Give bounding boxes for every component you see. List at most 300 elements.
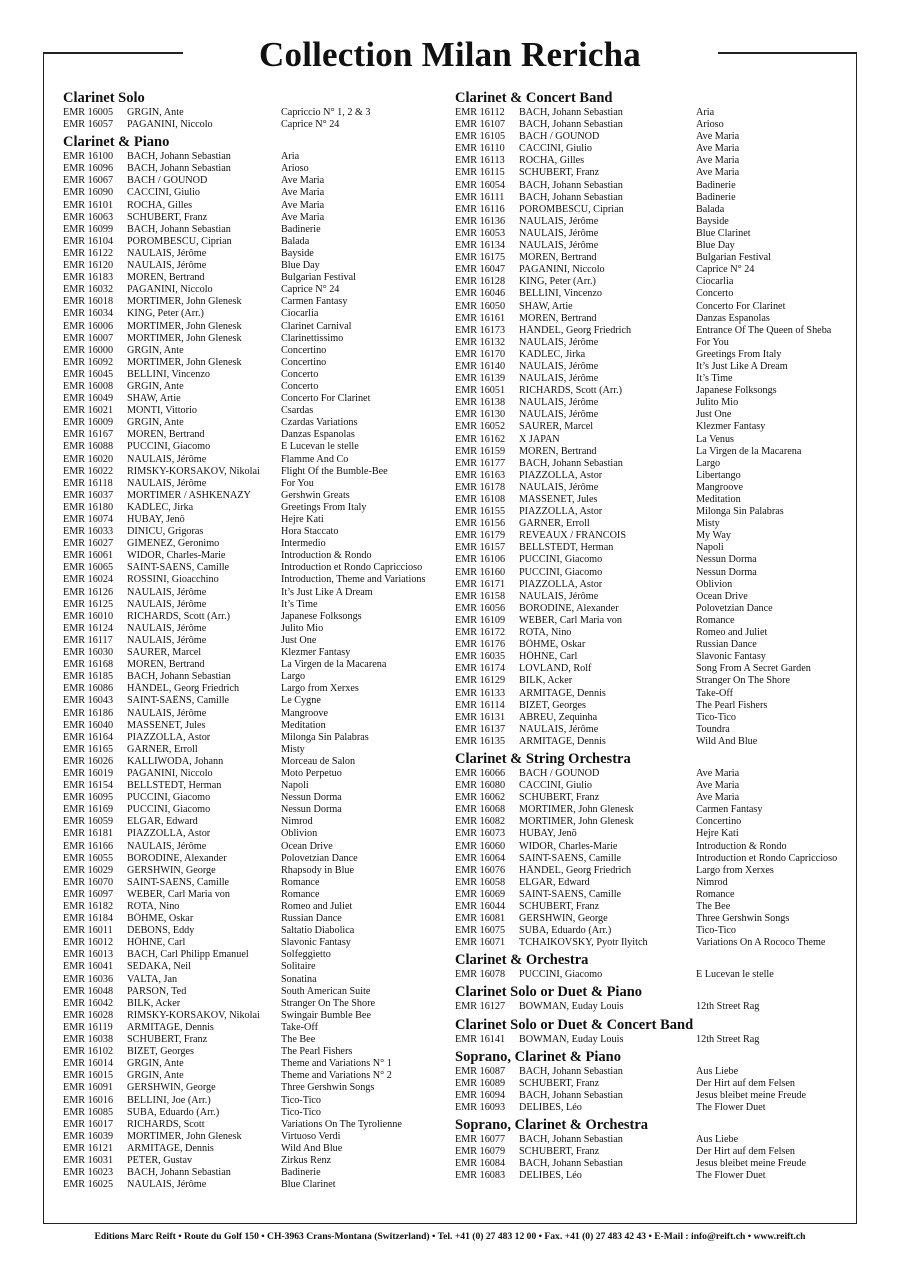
catalog-number: EMR 16079	[455, 1146, 506, 1158]
composer: NAULAIS, Jérôme	[127, 840, 207, 852]
composer: RICHARDS, Scott	[127, 1118, 205, 1130]
composer: SHAW, Artie	[127, 393, 181, 405]
work-title: Ave Maria	[696, 155, 740, 167]
composer: MOREN, Bertrand	[519, 445, 597, 457]
catalog-row	[455, 1102, 850, 1114]
work-title: Bayside	[696, 215, 729, 227]
catalog-number: EMR 16184	[63, 913, 114, 925]
catalog-row	[63, 889, 448, 901]
work-title: It’s Just Like A Dream	[281, 586, 373, 598]
work-title: Flight Of the Bumble-Bee	[281, 465, 388, 477]
catalog-number: EMR 16066	[455, 767, 506, 779]
work-title: Largo	[281, 671, 306, 683]
catalog-number: EMR 16180	[63, 501, 114, 513]
catalog-row	[455, 1001, 850, 1013]
section-title: Clarinet Solo	[63, 90, 145, 106]
catalog-row	[63, 272, 448, 284]
work-title: Oblivion	[281, 828, 318, 840]
composer: MORTIMER, John Glenesk	[127, 356, 242, 368]
composer: HÄNDEL, Georg Friedrich	[127, 683, 240, 695]
work-title: Badinerie	[696, 191, 736, 203]
composer: WIDOR, Charles-Marie	[519, 840, 618, 852]
catalog-row	[63, 466, 448, 478]
work-title: Take-Off	[696, 687, 733, 699]
catalog-number: EMR 16081	[455, 913, 506, 925]
left-column	[63, 90, 448, 1191]
catalog-number: EMR 16163	[455, 469, 506, 481]
composer: KALLIWODA, Johann	[127, 755, 224, 767]
catalog-row	[63, 877, 448, 889]
work-title: Introduction & Rondo	[281, 550, 372, 562]
composer: SCHUBERT, Franz	[519, 901, 600, 912]
catalog-row	[63, 708, 448, 720]
work-title: It’s Time	[281, 598, 318, 610]
catalog-number: EMR 16104	[63, 235, 114, 247]
catalog-number: EMR 16025	[63, 1179, 114, 1191]
work-title: Entrance Of The Queen of Sheba	[696, 324, 832, 336]
composer: GIMENEZ, Geronimo	[127, 538, 220, 550]
composer: NAULAIS, Jérôme	[519, 409, 599, 421]
catalog-number: EMR 16044	[455, 901, 506, 912]
catalog-number: EMR 16154	[63, 780, 114, 792]
catalog-row	[63, 405, 448, 417]
catalog-row	[63, 1143, 448, 1155]
work-title: Nimrod	[696, 876, 728, 888]
catalog-row	[455, 780, 850, 792]
catalog-row	[63, 381, 448, 393]
composer: MORTIMER / ASHKENAZY	[127, 489, 251, 501]
section-title: Clarinet Solo or Duet & Piano	[455, 984, 643, 1001]
catalog-row	[63, 321, 448, 333]
catalog-row	[63, 490, 448, 502]
catalog-number: EMR 16042	[63, 997, 114, 1009]
composer: ROCHA, Gilles	[519, 155, 585, 167]
work-title: Le Cygne	[281, 695, 321, 707]
catalog-number: EMR 16132	[455, 336, 506, 348]
composer: HÄNDEL, Georg Friedrich	[519, 324, 632, 336]
work-title: Polovetzian Dance	[696, 602, 773, 614]
catalog-row	[455, 421, 850, 433]
catalog-row	[455, 828, 850, 840]
composer: MORTIMER, John Glenesk	[127, 296, 242, 308]
catalog-number: EMR 16176	[455, 639, 506, 651]
catalog-row	[455, 639, 850, 651]
catalog-row	[63, 1167, 448, 1179]
work-title: Romance	[696, 888, 735, 900]
composer: MASSENET, Jules	[127, 719, 206, 731]
catalog-number: EMR 16109	[455, 614, 506, 626]
catalog-number: EMR 16006	[63, 320, 114, 332]
catalog-number: EMR 16095	[63, 792, 114, 804]
work-title: Badinerie	[281, 1167, 321, 1179]
catalog-row	[455, 216, 850, 228]
composer: SAURER, Marcel	[519, 421, 594, 433]
right-column	[455, 90, 850, 1182]
catalog-number: EMR 16116	[455, 203, 505, 215]
composer: SCHUBERT, Franz	[519, 1077, 600, 1089]
work-title: Milonga Sin Palabras	[696, 506, 784, 518]
work-title: Klezmer Fantasy	[281, 647, 351, 659]
catalog-row	[63, 1058, 448, 1070]
catalog-row	[63, 248, 448, 260]
composer: GRGIN, Ante	[127, 1070, 184, 1082]
composer: MOREN, Bertrand	[519, 312, 597, 324]
work-title: E Lucevan le stelle	[281, 441, 359, 453]
work-title: Balada	[696, 203, 725, 215]
work-title: Aus Liebe	[696, 1134, 739, 1146]
work-title: Just One	[281, 634, 317, 646]
catalog-row	[63, 224, 448, 236]
composer: SCHUBERT, Franz	[519, 167, 600, 179]
catalog-number: EMR 16035	[455, 651, 506, 663]
composer: ARMITAGE, Dennis	[519, 687, 606, 699]
catalog-row	[63, 260, 448, 272]
catalog-number: EMR 16039	[63, 1130, 114, 1142]
catalog-number: EMR 16026	[63, 755, 114, 767]
catalog-row	[455, 603, 850, 615]
composer: BOWMAN, Euday Louis	[519, 1033, 624, 1045]
work-title: Gershwin Greats	[281, 489, 350, 501]
catalog-row	[63, 986, 448, 998]
catalog-row	[63, 1034, 448, 1046]
catalog-row	[63, 720, 448, 732]
work-title: Hejre Kati	[696, 828, 739, 840]
catalog-row	[455, 889, 850, 901]
catalog-number: EMR 16089	[455, 1077, 506, 1089]
catalog-number: EMR 16166	[63, 840, 114, 852]
work-title: Clarinettissimo	[281, 332, 344, 344]
work-title: Bulgarian Festival	[281, 272, 356, 284]
work-title: Concerto	[696, 288, 734, 300]
catalog-row	[455, 349, 850, 361]
composer: NAULAIS, Jérôme	[127, 634, 207, 646]
catalog-row	[63, 756, 448, 768]
work-title: Mangroove	[696, 481, 743, 493]
catalog-row	[455, 937, 850, 949]
work-title: Oblivion	[696, 578, 733, 590]
composer: MOREN, Bertrand	[127, 429, 205, 441]
composer: PUCCINI, Giacomo	[127, 441, 211, 453]
catalog-number: EMR 16134	[455, 240, 506, 252]
catalog-number: EMR 16015	[63, 1070, 114, 1082]
section-title: Soprano, Clarinet & Orchestra	[455, 1117, 649, 1134]
composer: DEBONS, Eddy	[127, 925, 195, 937]
composer: MORTIMER, John Glenesk	[127, 320, 242, 332]
composer: WIDOR, Charles-Marie	[127, 550, 226, 562]
composer: BELLSTEDT, Herman	[127, 780, 222, 792]
work-title: My Way	[696, 530, 731, 542]
catalog-number: EMR 16185	[63, 671, 114, 683]
work-title: Der Hirt auf dem Felsen	[696, 1146, 796, 1158]
composer: SCHUBERT, Franz	[519, 1146, 600, 1158]
composer: NAULAIS, Jérôme	[127, 622, 207, 634]
catalog-number: EMR 16165	[63, 743, 114, 755]
composer: NAULAIS, Jérôme	[519, 360, 599, 372]
catalog-number: EMR 16125	[63, 598, 114, 610]
catalog-row	[455, 276, 850, 288]
catalog-row	[63, 514, 448, 526]
work-title: Caprice N° 24	[281, 284, 340, 296]
catalog-number: EMR 16017	[63, 1118, 114, 1130]
catalog-row	[455, 434, 850, 446]
work-title: Slavonic Fantasy	[696, 651, 766, 663]
work-title: Julito Mio	[281, 622, 324, 634]
catalog-number: EMR 16062	[455, 792, 506, 804]
catalog-row	[455, 1066, 850, 1078]
catalog-section	[455, 748, 850, 949]
composer: CACCINI, Giulio	[127, 187, 201, 199]
work-title: La Virgen de la Macarena	[696, 445, 802, 457]
composer: PUCCINI, Giacomo	[127, 804, 211, 816]
catalog-row	[455, 107, 850, 119]
work-title: For You	[696, 336, 729, 348]
catalog-number: EMR 16101	[63, 199, 114, 211]
work-title: Aus Liebe	[696, 1065, 739, 1077]
composer: MOREN, Bertrand	[127, 272, 205, 284]
work-title: Ave Maria	[281, 211, 325, 223]
work-title: Concertino	[696, 816, 742, 828]
catalog-row	[455, 204, 850, 216]
work-title: For You	[281, 477, 314, 489]
work-title: Nessun Dorma	[281, 792, 342, 804]
catalog-row	[455, 240, 850, 252]
catalog-number: EMR 16162	[455, 433, 506, 445]
catalog-row	[455, 167, 850, 179]
work-title: Introduction et Rondo Capriccioso	[696, 852, 838, 864]
catalog-number: EMR 16171	[455, 578, 506, 590]
catalog-section	[455, 1114, 850, 1182]
work-title: Milonga Sin Palabras	[281, 731, 369, 743]
work-title: Aria	[281, 151, 300, 163]
catalog-number: EMR 16141	[455, 1033, 506, 1045]
catalog-number: EMR 16016	[63, 1094, 114, 1106]
composer: BACH, Johann Sebastian	[127, 223, 231, 235]
composer: SAURER, Marcel	[127, 647, 202, 659]
work-title: Introduction & Rondo	[696, 840, 787, 852]
catalog-row	[63, 768, 448, 780]
composer: GARNER, Erroll	[519, 518, 590, 530]
catalog-number: EMR 16131	[455, 711, 506, 723]
work-title: The Flower Duet	[696, 1170, 766, 1182]
catalog-row	[63, 1155, 448, 1167]
composer: GRGIN, Ante	[127, 107, 184, 118]
work-title: Solfeggietto	[281, 949, 331, 961]
work-title: Misty	[281, 743, 305, 755]
composer: KING, Peter (Arr.)	[519, 276, 596, 288]
catalog-row	[63, 816, 448, 828]
composer: PIAZZOLLA, Astor	[519, 469, 603, 481]
catalog-row	[63, 792, 448, 804]
catalog-row	[455, 542, 850, 554]
catalog-row	[455, 736, 850, 748]
catalog-number: EMR 16097	[63, 888, 114, 900]
work-title: Largo from Xerxes	[696, 864, 774, 876]
composer: GRGIN, Ante	[127, 344, 184, 356]
catalog-row	[455, 712, 850, 724]
catalog-number: EMR 16084	[455, 1158, 506, 1170]
catalog-row	[455, 1090, 850, 1102]
composer: BACH, Johann Sebastian	[519, 107, 623, 118]
catalog-number: EMR 16099	[63, 223, 114, 235]
catalog-number: EMR 16008	[63, 380, 114, 392]
work-title: 12th Street Rag	[696, 1001, 760, 1013]
composer: RIMSKY-KORSAKOV, Nikolai	[127, 465, 260, 477]
catalog-row	[455, 901, 850, 913]
catalog-row	[455, 446, 850, 458]
catalog-row	[63, 913, 448, 925]
work-title: Largo	[696, 457, 721, 469]
composer: SAINT-SAENS, Camille	[127, 876, 230, 888]
work-title: Der Hirt auf dem Felsen	[696, 1077, 796, 1089]
composer: NAULAIS, Jérôme	[519, 481, 599, 493]
composer: BORODINE, Alexander	[127, 852, 227, 864]
catalog-number: EMR 16022	[63, 465, 114, 477]
catalog-number: EMR 16175	[455, 252, 506, 264]
section-title: Clarinet & Concert Band	[455, 90, 613, 106]
catalog-row	[63, 647, 448, 659]
catalog-number: EMR 16029	[63, 864, 114, 876]
page-title: Collection Milan Rericha	[259, 35, 641, 74]
composer: ROTA, Nino	[519, 627, 572, 639]
catalog-row	[455, 228, 850, 240]
catalog-row	[63, 1119, 448, 1131]
catalog-row	[63, 333, 448, 345]
composer: BACH, Johann Sebastian	[519, 1134, 623, 1146]
catalog-number: EMR 16107	[455, 119, 506, 131]
catalog-row	[63, 538, 448, 550]
catalog-row	[455, 591, 850, 603]
composer: MOREN, Bertrand	[127, 659, 205, 671]
catalog-number: EMR 16105	[455, 131, 506, 143]
composer: RIMSKY-KORSAKOV, Nikolai	[127, 1009, 260, 1021]
catalog-row	[455, 1170, 850, 1182]
catalog-row	[455, 494, 850, 506]
catalog-row	[63, 187, 448, 199]
work-title: Three Gershwin Songs	[281, 1082, 375, 1094]
catalog-row	[63, 925, 448, 937]
composer: MONTI, Vittorio	[127, 405, 197, 417]
catalog-row	[63, 961, 448, 973]
catalog-row	[455, 1078, 850, 1090]
catalog-row	[455, 131, 850, 143]
catalog-row	[455, 700, 850, 712]
catalog-number: EMR 16011	[63, 925, 113, 937]
work-title: Ave Maria	[696, 767, 740, 779]
catalog-number: EMR 16112	[455, 107, 505, 118]
catalog-number: EMR 16085	[63, 1106, 114, 1118]
catalog-number: EMR 16091	[63, 1082, 114, 1094]
catalog-row	[455, 1134, 850, 1146]
catalog-row	[63, 949, 448, 961]
work-title: Swingair Bumble Bee	[281, 1009, 371, 1021]
work-title: It’s Time	[696, 373, 733, 385]
catalog-section	[455, 981, 850, 1013]
work-title: Russian Dance	[281, 913, 342, 925]
composer: ARMITAGE, Dennis	[127, 1142, 214, 1154]
catalog-row	[63, 1010, 448, 1022]
composer: NAULAIS, Jérôme	[127, 598, 207, 610]
composer: SUBA, Eduardo (Arr.)	[519, 925, 612, 937]
section-title: Clarinet & Piano	[63, 134, 170, 151]
catalog-number: EMR 16012	[63, 937, 114, 949]
catalog-row	[63, 562, 448, 574]
catalog-number: EMR 16059	[63, 816, 114, 828]
work-title: Introduction, Theme and Variations	[281, 574, 426, 586]
work-title: Blue Clarinet	[696, 227, 751, 239]
catalog-number: EMR 16173	[455, 324, 506, 336]
composer: BÖHME, Oskar	[519, 639, 586, 651]
catalog-number: EMR 16037	[63, 489, 114, 501]
catalog-row	[455, 397, 850, 409]
catalog-number: EMR 16047	[455, 264, 506, 276]
work-title: The Bee	[696, 901, 731, 912]
catalog-row	[63, 200, 448, 212]
catalog-number: EMR 16129	[455, 675, 506, 687]
catalog-number: EMR 16052	[455, 421, 506, 433]
catalog-number: EMR 16020	[63, 453, 114, 465]
composer: PAGANINI, Niccolo	[127, 767, 213, 779]
catalog-row	[455, 482, 850, 494]
catalog-number: EMR 16119	[63, 1021, 113, 1033]
work-title: 12th Street Rag	[696, 1033, 760, 1045]
catalog-row	[63, 695, 448, 707]
composer: NAULAIS, Jérôme	[127, 477, 207, 489]
composer: HUBAY, Jenö	[519, 828, 577, 840]
catalog-row	[63, 526, 448, 538]
catalog-section	[455, 1046, 850, 1114]
catalog-row	[63, 441, 448, 453]
catalog-number: EMR 16127	[455, 1001, 506, 1013]
catalog-section	[455, 1014, 850, 1046]
composer: BELLINI, Vincenzo	[519, 288, 602, 300]
catalog-row	[455, 264, 850, 276]
catalog-number: EMR 16106	[455, 554, 506, 566]
catalog-row	[63, 550, 448, 562]
catalog-number: EMR 16056	[455, 602, 506, 614]
catalog-row	[63, 151, 448, 163]
catalog-number: EMR 16094	[455, 1089, 506, 1101]
section-title: Clarinet & Orchestra	[455, 952, 589, 969]
work-title: Napoli	[696, 542, 724, 554]
work-title: Misty	[696, 518, 720, 530]
work-title: The Flower Duet	[696, 1101, 766, 1113]
work-title: Take-Off	[281, 1021, 318, 1033]
composer: NAULAIS, Jérôme	[127, 1179, 207, 1191]
catalog-number: EMR 16033	[63, 526, 114, 538]
catalog-number: EMR 16082	[455, 816, 506, 828]
catalog-number: EMR 16181	[63, 828, 114, 840]
work-title: Danzas Espanolas	[281, 429, 355, 441]
catalog-number: EMR 16168	[63, 659, 114, 671]
catalog-row	[455, 853, 850, 865]
catalog-number: EMR 16093	[455, 1101, 506, 1113]
work-title: Nessun Dorma	[281, 804, 342, 816]
catalog-row	[63, 454, 448, 466]
catalog-number: EMR 16177	[455, 457, 506, 469]
work-title: E Lucevan le stelle	[696, 969, 774, 981]
catalog-number: EMR 16075	[455, 925, 506, 937]
composer: BACH, Johann Sebastian	[519, 191, 623, 203]
catalog-row	[455, 506, 850, 518]
catalog-row	[455, 841, 850, 853]
work-title: Ciocarlia	[696, 276, 734, 288]
work-title: La Venus	[696, 433, 735, 445]
catalog-number: EMR 16036	[63, 973, 114, 985]
catalog-number: EMR 16122	[63, 247, 114, 259]
work-title: Concertino	[281, 344, 327, 356]
catalog-row	[63, 345, 448, 357]
catalog-row	[63, 163, 448, 175]
